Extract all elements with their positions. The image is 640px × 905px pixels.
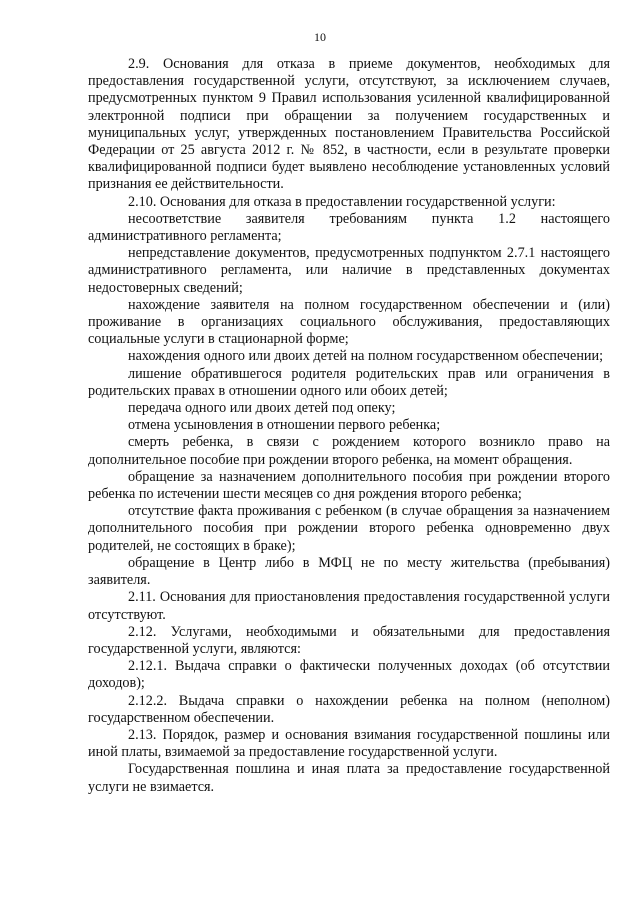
paragraph-2-13: 2.13. Порядок, размер и основания взимания государственной пошлины или иной платы, взимаемой за предоставление государственной услуги. [88, 726, 610, 761]
paragraph-2-10: 2.10. Основания для отказа в предоставлении государственной услуги: [128, 193, 556, 210]
paragraph-2-12: 2.12. Услугами, необходимыми и обязательными для предоставления государственной услуги, являются: [88, 623, 610, 657]
list-item: обращение в Центр либо в МФЦ не по месту жительства (пребывания) заявителя. [88, 554, 610, 589]
list-item: лишение обратившегося родителя родительских прав или ограничения в родительских правах в отношении одного или обоих детей; [88, 365, 610, 399]
list-item: отсутствие факта проживания с ребенком (в случае обращения за назначением дополнительного пособия при рождении второго ребенка одновременно двух родителей, не состоящих в браке); [88, 503, 610, 554]
list-item: нахождения одного или двоих детей на полном государственном обеспечении; [128, 348, 604, 365]
list-item: передача одного или двоих детей под опеку; [128, 400, 396, 417]
paragraph-2-12-2: 2.12.2. Выдача справки о нахождении ребенка на полном (неполном) государственном обеспечении. [88, 692, 610, 726]
list-item: отмена усыновления в отношении первого ребенка; [128, 417, 441, 434]
paragraph-fee-note: Государственная пошлина и иная плата за предоставление государственной услуги не взимается. [88, 761, 610, 795]
paragraph-2-9: 2.9. Основания для отказа в приеме документов, необходимых для предоставления государственной услуги, отсутствуют, за исключением случаев, предусмотренных пунктом 9 Правил использования усиленной квалифицированной электронной подписи при обращении за получением государственных и муниципальных услуг, утвержденных постановлением Правительства Российской Федерации от 25 августа 2012 г. № 852, в частности, если в результате проверки квалифицированной подписи будет выявлено несоблюдение установленных условий признания ее действительности. [88, 56, 610, 193]
list-item: несоответствие заявителя требованиям пункта 1.2 настоящего административного регламента; [88, 210, 610, 245]
list-item: непредставление документов, предусмотренных подпунктом 2.7.1 настоящего административного регламента, или наличие в представленных документах недостоверных сведений; [88, 245, 610, 296]
page-number: 10 [314, 30, 326, 44]
paragraph-2-11: 2.11. Основания для приостановления предоставления государственной услуги отсутствуют. [88, 589, 610, 623]
document-body [88, 56, 610, 796]
list-item: обращение за назначением дополнительного пособия при рождении второго ребенка по истечении шести месяцев со дня рождения второго ребенка; [88, 468, 610, 503]
list-item: нахождение заявителя на полном государственном обеспечении и (или) проживание в организациях социального обслуживания, предоставляющих социальные услуги в стационарной форме; [88, 296, 610, 348]
paragraph-2-12-1: 2.12.1. Выдача справки о фактически полученных доходах (об отсутствии доходов); [88, 658, 610, 692]
list-item: смерть ребенка, в связи с рождением которого возникло право на дополнительное пособие при рождении второго ребенка, на момент обращения. [88, 434, 610, 468]
